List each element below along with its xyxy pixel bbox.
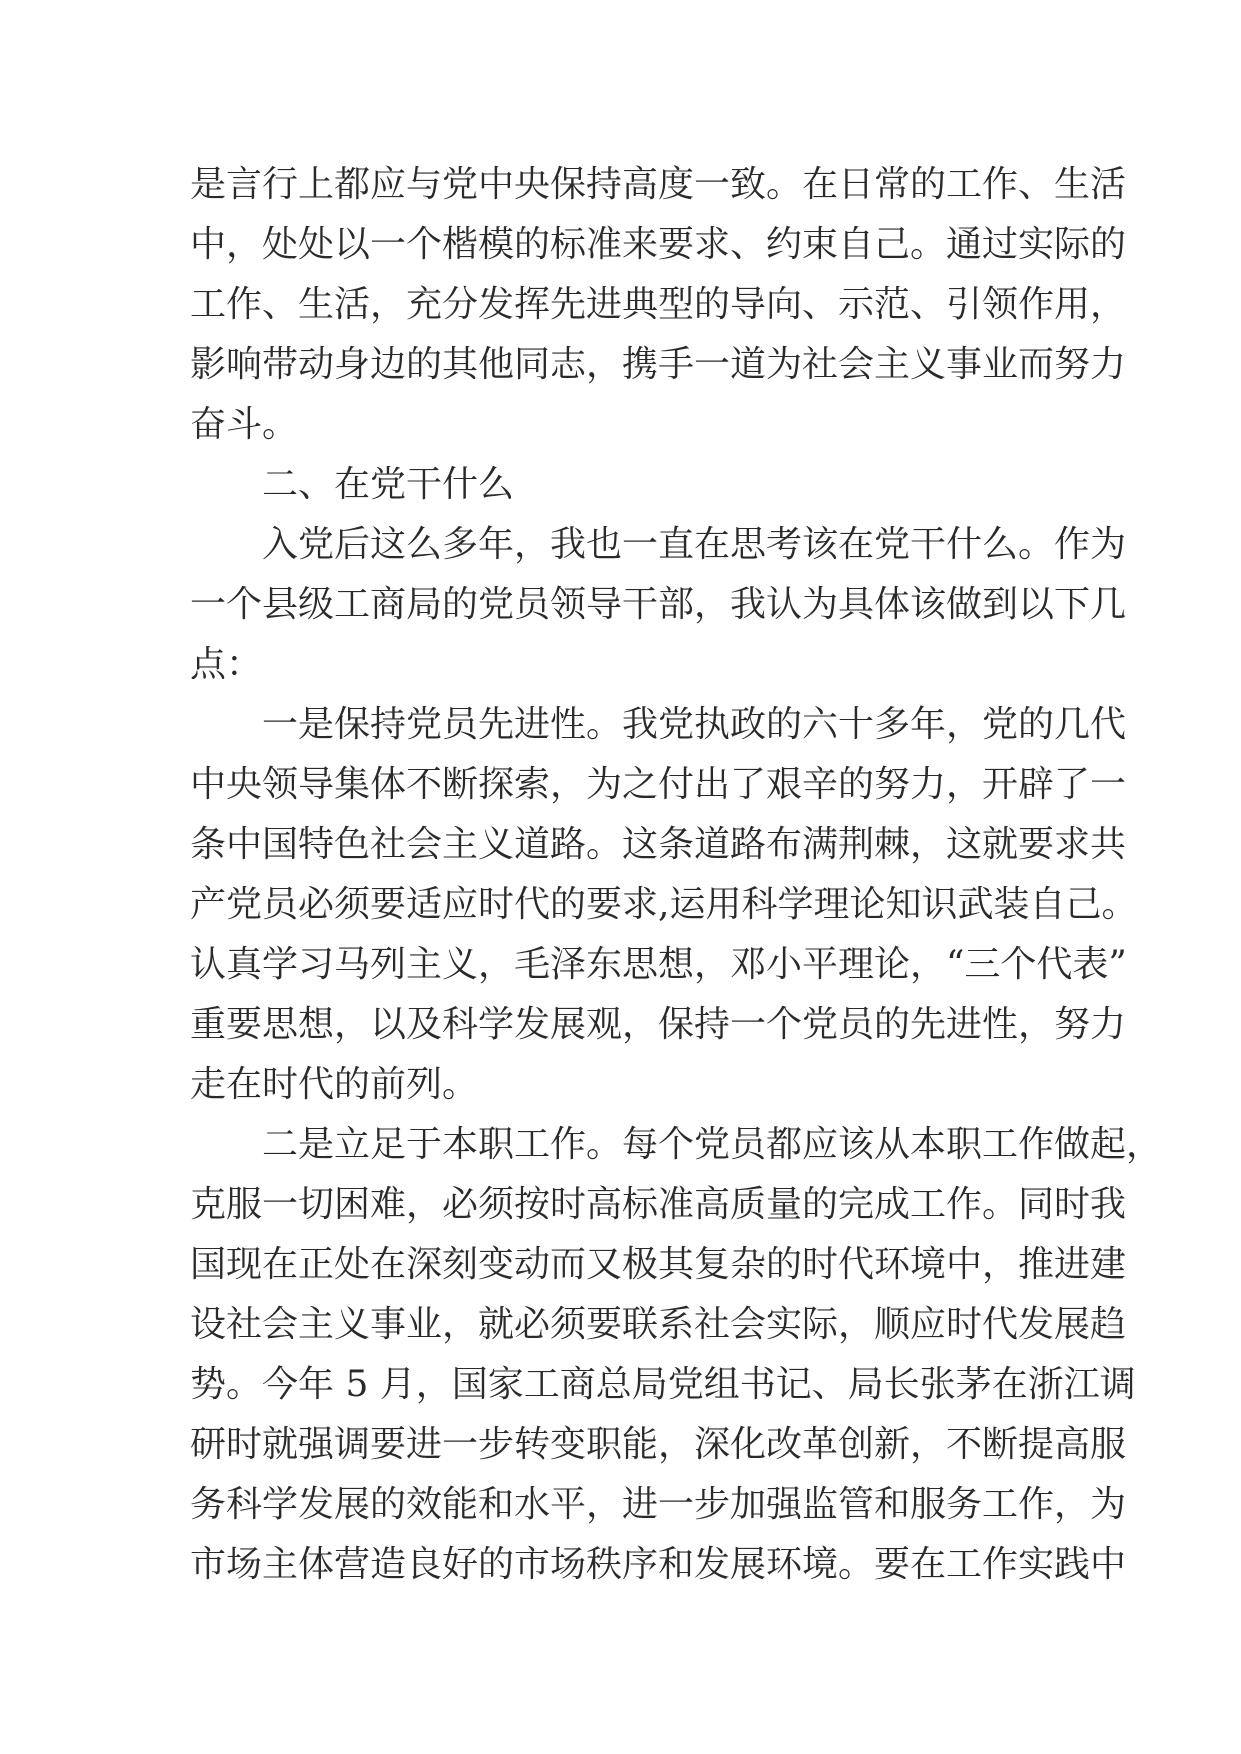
paragraph bbox=[190, 695, 1138, 1115]
text-line: 市场主体营造良好的市场秩序和发展环境。要在工作实践中 bbox=[190, 1544, 1127, 1585]
paragraph bbox=[190, 515, 1127, 695]
section-heading-text: 二、在党干什么 bbox=[262, 464, 515, 505]
text-line: 点： bbox=[190, 644, 263, 685]
text-line: 重要思想，以及科学发展观，保持一个党员的先进性，努力 bbox=[190, 1004, 1127, 1045]
text-line: 条中国特色社会主义道路。这条道路布满荆棘，这就要求共 bbox=[190, 824, 1127, 865]
paragraph bbox=[190, 1115, 1163, 1595]
text-line: 影响带动身边的其他同志，携手一道为社会主义事业而努力 bbox=[190, 344, 1127, 385]
text-line: 中，处处以一个楷模的标准来要求、约束自己。通过实际的 bbox=[190, 224, 1127, 265]
text-line: 走在时代的前列。 bbox=[190, 1064, 479, 1105]
text-line: 克服一切困难，必须按时高标准高质量的完成工作。同时我 bbox=[190, 1184, 1127, 1225]
text-line: 一是保持党员先进性。我党执政的六十多年，党的几代 bbox=[262, 704, 1127, 745]
text-line: 研时就强调要进一步转变职能，深化改革创新，不断提高服 bbox=[190, 1424, 1127, 1465]
text-line: 奋斗。 bbox=[190, 404, 299, 445]
text-line: 工作、生活，充分发挥先进典型的导向、示范、引领作用， bbox=[190, 284, 1127, 325]
text-line: 认真学习马列主义，毛泽东思想，邓小平理论，“三个代表” bbox=[190, 944, 1127, 985]
document-body bbox=[190, 155, 1163, 1595]
text-line: 二是立足于本职工作。每个党员都应该从本职工作做起， bbox=[262, 1124, 1163, 1165]
text-line: 务科学发展的效能和水平，进一步加强监管和服务工作，为 bbox=[190, 1484, 1127, 1525]
text-line: 势。今年 5 月，国家工商总局党组书记、局长张茅在浙江调 bbox=[190, 1364, 1136, 1405]
paragraph-continuation bbox=[190, 155, 1127, 455]
text-line: 设社会主义事业，就必须要联系社会实际，顺应时代发展趋 bbox=[190, 1304, 1127, 1345]
text-line: 中央领导集体不断探索，为之付出了艰辛的努力，开辟了一 bbox=[190, 764, 1127, 805]
text-line: 入党后这么多年，我也一直在思考该在党干什么。作为 bbox=[262, 524, 1127, 565]
text-line: 国现在正处在深刻变动而又极其复杂的时代环境中，推进建 bbox=[190, 1244, 1127, 1285]
text-line: 一个县级工商局的党员领导干部，我认为具体该做到以下几 bbox=[190, 584, 1127, 625]
text-line: 是言行上都应与党中央保持高度一致。在日常的工作、生活 bbox=[190, 164, 1127, 205]
section-heading bbox=[190, 455, 1070, 515]
text-line: 产党员必须要适应时代的要求,运用科学理论知识武装自己。 bbox=[190, 884, 1138, 925]
